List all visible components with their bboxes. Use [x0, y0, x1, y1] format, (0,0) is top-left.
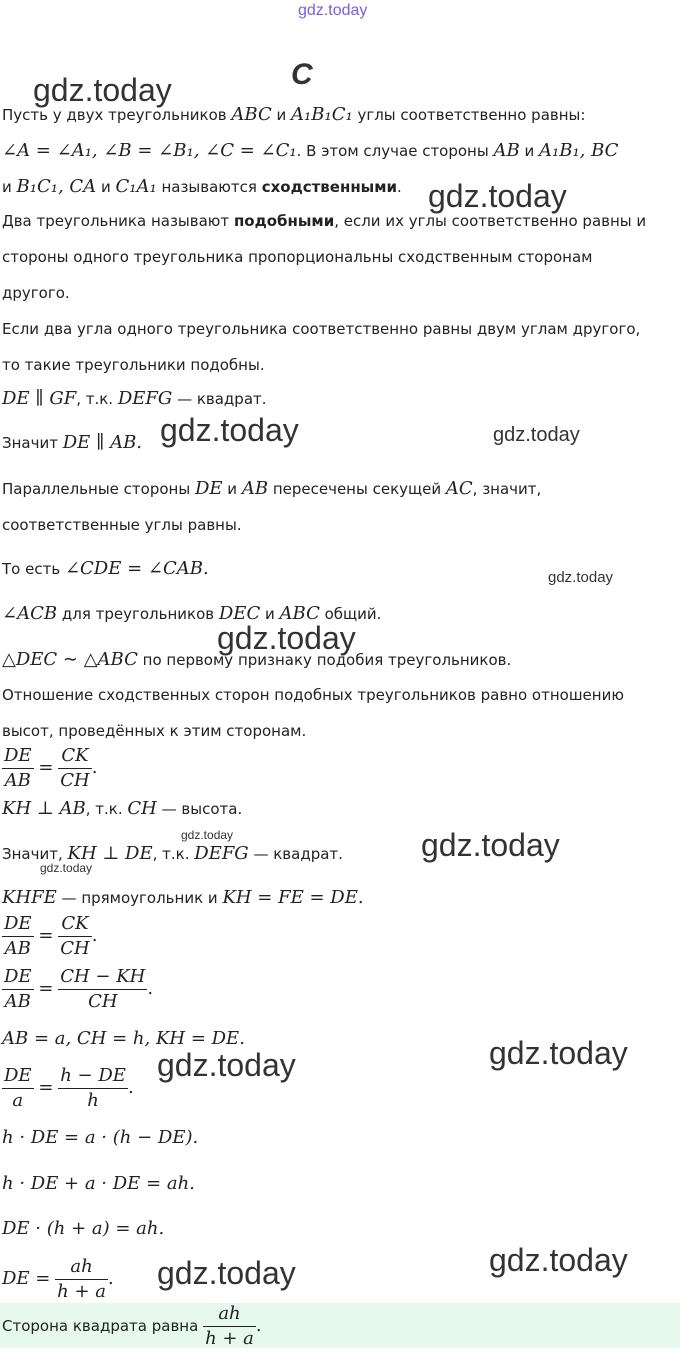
- watermark-top: gdz.today: [298, 2, 368, 19]
- watermark: gdz.today: [548, 569, 614, 586]
- formula-line: DE = $\frac{ah}{h + a}$ .: [2, 1256, 114, 1302]
- watermark: gdz.today: [157, 1047, 296, 1083]
- text-line: DE · (h + a) = ah.: [2, 1218, 165, 1239]
- watermark: gdz.today: [489, 1242, 628, 1278]
- text-line: Параллельные стороны DE и AB пересечены секущей AC, значит,: [2, 478, 542, 499]
- formula-line: $\frac{DE}{AB}$ = $\frac{CH - KH}{CH}$ .: [4, 966, 154, 1012]
- text-line: ∠A = ∠A₁, ∠B = ∠B₁, ∠C = ∠C₁. В этом случае стороны AB и A₁B₁, BC: [2, 140, 619, 161]
- answer-line: Сторона квадрата равна $\frac{ah}{h + a}$ .: [2, 1303, 262, 1349]
- fraction: $\frac{CK}{CH}$: [60, 913, 90, 959]
- text-line: h · DE = a · (h − DE).: [2, 1127, 199, 1148]
- watermark: gdz.today: [428, 178, 567, 214]
- fraction: $\frac{h - DE}{h}$: [60, 1065, 126, 1111]
- text-line: другого.: [2, 284, 70, 302]
- text-line: Значит DE ∥ AB.: [2, 432, 143, 453]
- text-line: Значит, KH ⊥ DE, т.к. DEFG — квадрат.: [2, 843, 343, 864]
- text-line: и B₁C₁, CA и C₁A₁ называются сходственными.: [2, 176, 402, 197]
- formula-line: $\frac{DE}{AB}$ = $\frac{CK}{CH}$ .: [4, 745, 98, 791]
- text-line: Если два угла одного треугольника соответственно равны двум углам другого,: [2, 320, 641, 338]
- formula-line: $\frac{DE}{AB}$ = $\frac{CK}{CH}$ .: [4, 913, 98, 959]
- fraction: $\frac{DE}{AB}$: [4, 966, 32, 1012]
- fraction: $\frac{ah}{h + a}$: [57, 1256, 107, 1302]
- text-line: соответственные углы равны.: [2, 516, 242, 534]
- watermark: gdz.today: [217, 620, 356, 656]
- watermark: gdz.today: [40, 861, 93, 875]
- fraction: $\frac{ah}{h + a}$: [205, 1303, 254, 1349]
- watermark: gdz.today: [493, 424, 580, 446]
- text-line: Отношение сходственных сторон подобных треугольников равно отношению: [2, 686, 624, 704]
- watermark: gdz.today: [157, 1255, 296, 1291]
- text-line: △DEC ∼ △ABC по первому признаку подобия треугольников.: [2, 649, 512, 670]
- watermark: gdz.today: [421, 827, 560, 863]
- section-letter: C: [291, 58, 313, 91]
- text-line: AB = a, CH = h, KH = DE.: [2, 1028, 245, 1049]
- text-line: высот, проведённых к этим сторонам.: [2, 722, 307, 740]
- term-bold: подобными: [233, 212, 335, 230]
- text-line: то такие треугольники подобны.: [2, 356, 265, 374]
- fraction: $\frac{DE}{AB}$: [4, 913, 32, 959]
- watermark: gdz.today: [181, 828, 234, 842]
- text-line: DE ∥ GF, т.к. DEFG — квадрат.: [2, 388, 267, 409]
- formula-line: $\frac{DE}{a}$ = $\frac{h - DE}{h}$ .: [4, 1065, 134, 1111]
- text-line: То есть ∠CDE = ∠CAB.: [2, 558, 209, 579]
- fraction: $\frac{CK}{CH}$: [60, 745, 90, 791]
- text-line: KHFE — прямоугольник и KH = FE = DE.: [2, 887, 364, 908]
- term-bold: сходственными: [261, 178, 398, 196]
- text-line: стороны одного треугольника пропорциональны сходственным сторонам: [2, 248, 593, 266]
- watermark: gdz.today: [33, 72, 172, 108]
- text-line: Два треугольника называют подобными, если их углы соответственно равны и: [2, 212, 647, 230]
- text-line: KH ⊥ AB, т.к. CH — высота.: [2, 798, 243, 819]
- fraction: $\frac{DE}{AB}$: [4, 745, 32, 791]
- watermark: gdz.today: [489, 1035, 628, 1071]
- text-line: h · DE + a · DE = ah.: [2, 1173, 195, 1194]
- text-line: ∠ACB для треугольников DEC и ABC общий.: [2, 603, 382, 624]
- watermark: gdz.today: [160, 412, 299, 448]
- text-line: Пусть у двух треугольников ABC и A₁B₁C₁ углы соответственно равны:: [2, 104, 586, 125]
- fraction: $\frac{CH - KH}{CH}$: [60, 966, 146, 1012]
- fraction: $\frac{DE}{a}$: [4, 1065, 32, 1111]
- answer-box: [0, 1303, 680, 1348]
